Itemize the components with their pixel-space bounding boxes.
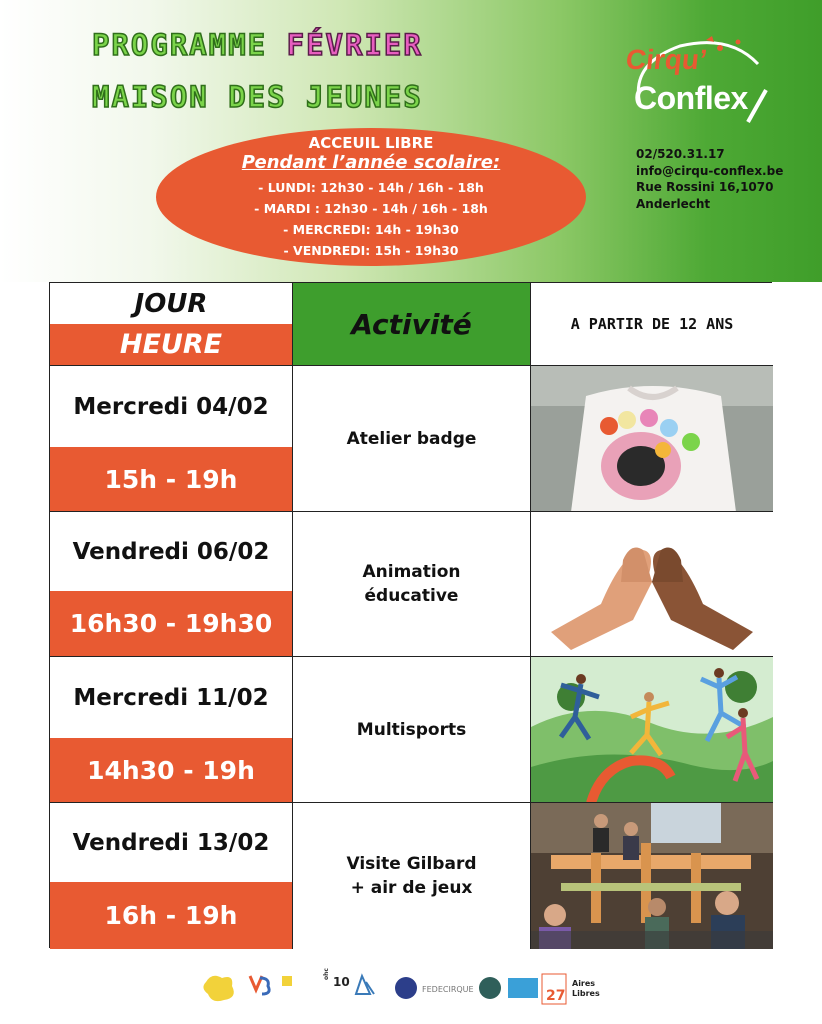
accueil-line-lundi: - LUNDI: 12h30 - 14h / 16h - 18h — [258, 180, 484, 195]
title-line-1 — [92, 28, 423, 62]
title-month: FÉVRIER — [286, 28, 423, 62]
sports-illustration-icon — [531, 657, 773, 803]
contact-address-line2: Anderlecht — [636, 196, 711, 211]
row1-activity — [293, 366, 531, 512]
logo-text-cirqu: Cirqu’ — [624, 44, 709, 75]
svg-text:Aires: Aires — [572, 979, 596, 988]
contact-phone: 02/520.31.17 — [636, 147, 725, 161]
contact-address-line1: Rue Rossini 16,1070 — [636, 180, 774, 194]
partner-logos-icon — [200, 968, 620, 1010]
row4-activity-line2: + air de jeux — [350, 878, 473, 898]
row2-activity-line2: éducative — [364, 586, 459, 606]
svg-text:Libres: Libres — [572, 989, 600, 998]
contact-info — [636, 146, 783, 212]
row2-hours: 16h30 - 19h30 — [50, 591, 293, 657]
row2-image-heart-hands — [531, 512, 773, 657]
row2-day: Vendredi 06/02 — [50, 512, 293, 591]
header-heure: HEURE — [50, 324, 293, 366]
accueil-line-vendredi: - VENDREDI: 15h - 19h30 — [283, 243, 459, 258]
logo-text-conflex: Conflex — [634, 80, 748, 116]
svg-text:10: 10 — [333, 975, 350, 989]
row1-day: Mercredi 04/02 — [50, 366, 293, 447]
row3-hours: 14h30 - 19h — [50, 738, 293, 803]
title-line-2: MAISON DES JEUNES — [92, 80, 423, 114]
header-age-limit: A PARTIR DE 12 ANS — [531, 283, 773, 366]
playground-photo-icon — [531, 803, 773, 949]
row1-image-badge-tshirt — [531, 366, 773, 512]
accueil-libre-oval — [156, 128, 586, 266]
row4-activity-line1: Visite Gilbard — [346, 854, 477, 874]
header-jour: JOUR — [50, 283, 293, 324]
row3-activity — [293, 657, 531, 803]
schedule-table — [49, 282, 772, 948]
svg-text:FEDECIRQUE: FEDECIRQUE — [422, 985, 474, 994]
row4-hours: 16h - 19h — [50, 882, 293, 949]
row4-image-playground — [531, 803, 773, 949]
header-banner — [0, 0, 822, 282]
row3-image-sports — [531, 657, 773, 803]
row3-activity-line1: Multisports — [356, 719, 467, 740]
row4-activity — [293, 803, 531, 949]
accueil-line-mercredi: - MERCREDI: 14h - 19h30 — [283, 222, 459, 237]
accueil-title: ACCEUIL LIBRE — [308, 134, 434, 152]
svg-text:27: 27 — [546, 988, 566, 1004]
title-programme: PROGRAMME — [92, 28, 268, 62]
svg-text:ohc: ohc — [323, 968, 330, 980]
row2-activity-line1: Animation — [362, 562, 461, 582]
row2-activity — [293, 512, 531, 657]
contact-email[interactable]: info@cirqu-conflex.be — [636, 163, 784, 178]
accueil-subtitle: Pendant l’année scolaire: — [241, 152, 501, 173]
partner-logos — [200, 968, 620, 1010]
row3-day: Mercredi 11/02 — [50, 657, 293, 738]
cirqu-conflex-logo — [620, 34, 770, 134]
header-activite: Activité — [293, 283, 531, 366]
row1-hours: 15h - 19h — [50, 447, 293, 512]
row1-activity-line1: Atelier badge — [346, 428, 477, 449]
row4-day: Vendredi 13/02 — [50, 803, 293, 882]
heart-hands-icon — [531, 512, 773, 657]
accueil-line-mardi: - MARDI : 12h30 - 14h / 16h - 18h — [254, 201, 488, 216]
badge-tshirt-photo-icon — [531, 366, 773, 512]
